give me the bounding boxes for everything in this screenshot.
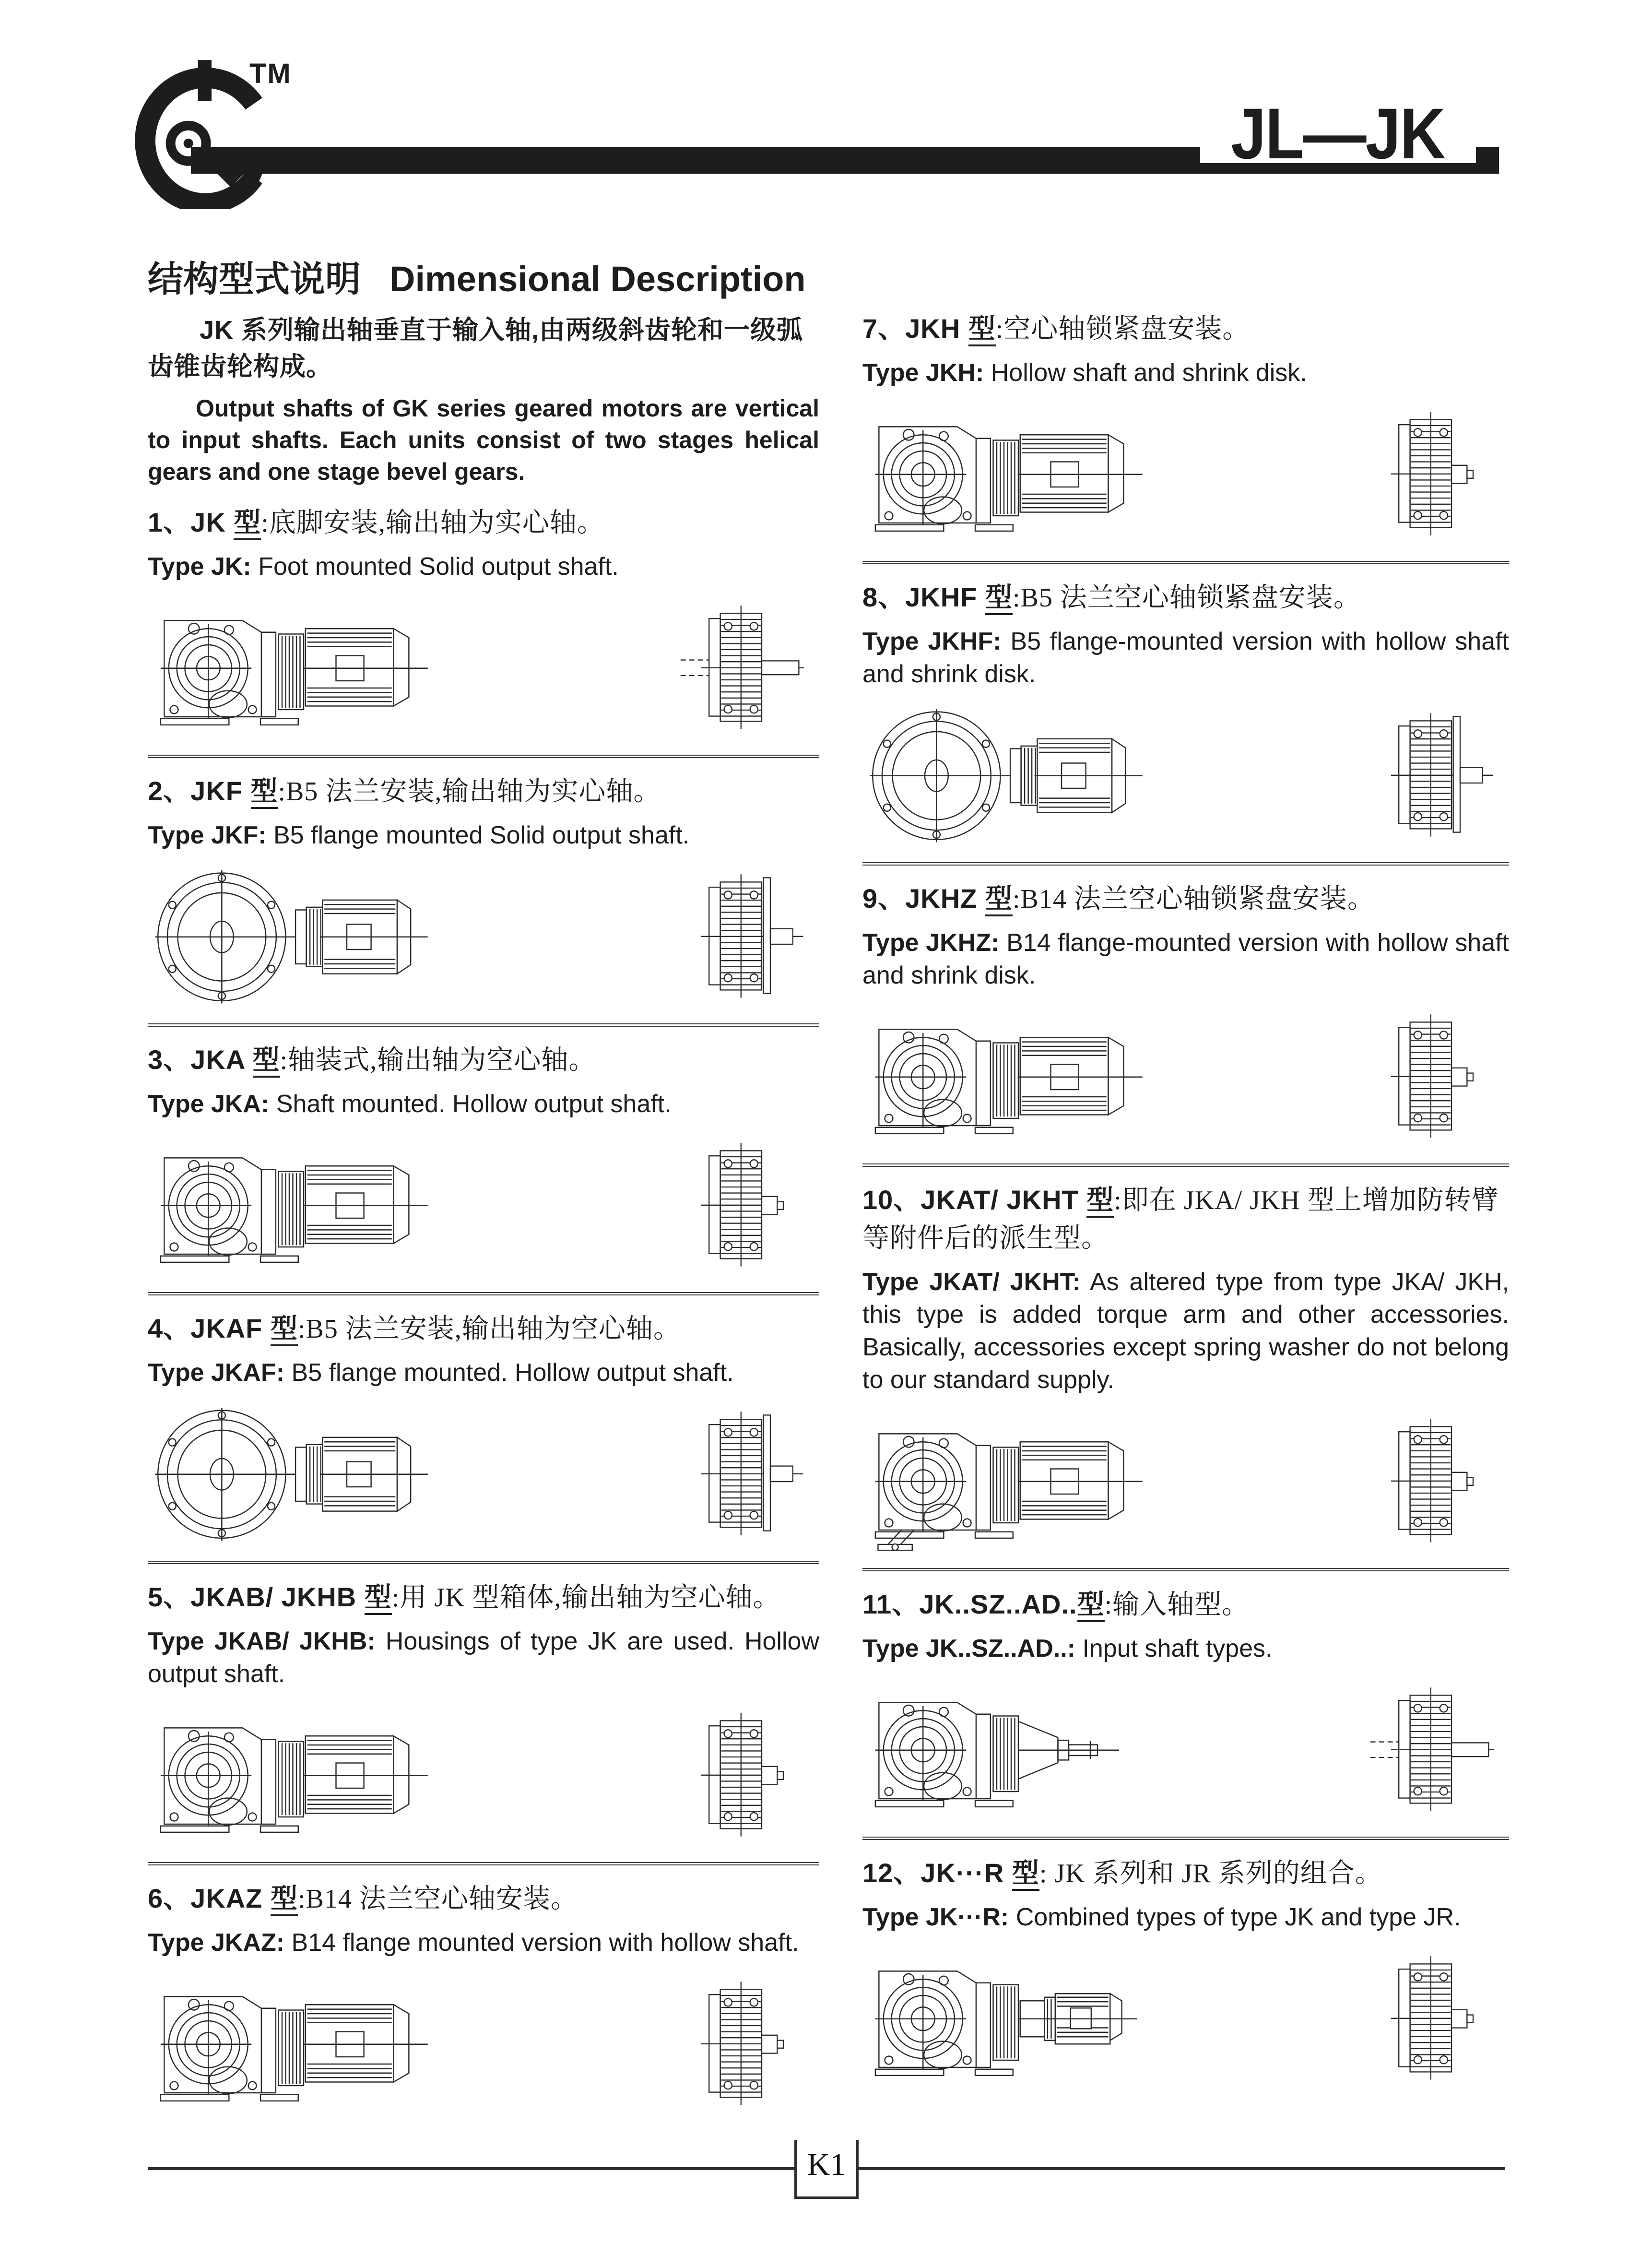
- section-jkhz: [862, 862, 1509, 1147]
- gearmotor-assembly-drawing: [862, 1676, 1160, 1820]
- figure-row: [148, 594, 819, 738]
- section-jk-sz-ad: [862, 1568, 1509, 1820]
- section-subtitle: Type JKAZ: B14 flange mounted version with hollow shaft.: [148, 1929, 799, 1957]
- gearmotor-assembly-drawing: [148, 594, 445, 738]
- gearmotor-assembly-drawing: [148, 863, 445, 1007]
- section-jkat-jkht: [862, 1163, 1509, 1552]
- gearmotor-assembly-drawing: [862, 702, 1160, 846]
- figure-row: [862, 1003, 1509, 1147]
- page-footer: [148, 2140, 1505, 2199]
- section-subtitle: Type JK···R: Combined types of type JK and type JR.: [862, 1903, 1461, 1931]
- section-heading: 2、JKF 型:B5 法兰安装,输出轴为实心轴。: [148, 772, 819, 810]
- section-subtitle: Type JKAB/ JKHB: Housings of type JK are used. Hollow output shaft.: [148, 1627, 819, 1688]
- section-heading: 5、JKAB/ JKHB 型:用 JK 型箱体,输出轴为空心轴。: [148, 1578, 819, 1616]
- section-jkh: [862, 310, 1509, 545]
- figure-row: [862, 401, 1509, 545]
- section-subtitle: Type JKAT/ JKHT: As altered type from type JKA/ JKH, this type is added torque arm and other accessories. Basically, accessories except spring washer do not belong to our standard supply.: [862, 1268, 1510, 1394]
- section-heading: 1、JK 型:底脚安装,输出轴为实心轴。: [148, 504, 819, 542]
- figure-row: [148, 1400, 819, 1544]
- end-view-drawing: [1365, 710, 1495, 839]
- end-view-drawing: [1365, 1953, 1495, 2082]
- page-number: K1: [807, 2147, 846, 2182]
- gearmotor-assembly-drawing: [862, 401, 1160, 545]
- figure-row: [862, 1676, 1509, 1820]
- end-view-drawing: [1365, 1684, 1495, 1814]
- section-jkab-jkhb: [148, 1561, 819, 1846]
- section-jkaf: [148, 1292, 819, 1544]
- end-view-drawing: [1365, 1415, 1495, 1545]
- gearmotor-assembly-drawing: [862, 1408, 1160, 1552]
- section-jkf: [148, 755, 819, 1007]
- gearmotor-assembly-drawing: [862, 1003, 1160, 1147]
- right-column: [862, 294, 1509, 2089]
- end-view-drawing: [1365, 1011, 1495, 1140]
- section-heading: 7、JKH 型:空心轴锁紧盘安装。: [862, 310, 1509, 348]
- page-title: [148, 259, 819, 299]
- end-view-drawing: [675, 871, 805, 1000]
- footer-rule-left: [148, 2167, 794, 2170]
- section-heading: 3、JKA 型:轴装式,输出轴为空心轴。: [148, 1041, 819, 1079]
- page-number-box: [794, 2140, 859, 2199]
- section-subtitle: Type JKAF: B5 flange mounted. Hollow output shaft.: [148, 1359, 734, 1387]
- end-view-drawing: [675, 602, 805, 732]
- section-subtitle: Type JK: Foot mounted Solid output shaft.: [148, 553, 619, 581]
- gearmotor-assembly-drawing: [148, 1400, 445, 1544]
- intro-paragraph-zh: JK 系列输出轴垂直于输入轴,由两级斜齿轮和一级弧齿锥齿轮构成。: [148, 316, 803, 381]
- header-rule-bar: [191, 147, 1200, 174]
- section-jk-r: [862, 1837, 1509, 2089]
- end-view-drawing: [675, 1408, 805, 1538]
- end-view-drawing: [675, 1978, 805, 2108]
- section-subtitle: Type JKHZ: B14 flange-mounted version with hollow shaft and shrink disk.: [862, 929, 1510, 989]
- series-code-heading: JL—JK: [1231, 93, 1445, 174]
- section-heading: 9、JKHZ 型:B14 法兰空心轴锁紧盘安装。: [862, 880, 1509, 918]
- gearmotor-assembly-drawing: [148, 1702, 445, 1846]
- gearmotor-assembly-drawing: [862, 1945, 1160, 2089]
- section-subtitle: Type JKF: B5 flange mounted Solid output shaft.: [148, 821, 690, 849]
- figure-row: [862, 1945, 1509, 2089]
- header-rule-endcap: [1476, 147, 1499, 174]
- page-title-zh: 结构型式说明: [148, 259, 361, 299]
- section-subtitle: Type JKHF: B5 flange-mounted version with hollow shaft and shrink disk.: [862, 628, 1510, 688]
- page-title-en: Dimensional Description: [389, 259, 806, 299]
- section-subtitle: Type JK..SZ..AD..: Input shaft types.: [862, 1635, 1273, 1662]
- figure-row: [148, 863, 819, 1007]
- section-jka: [148, 1023, 819, 1276]
- section-heading: 6、JKAZ 型:B14 法兰空心轴安装。: [148, 1880, 819, 1918]
- end-view-drawing: [675, 1139, 805, 1269]
- section-subtitle: Type JKH: Hollow shaft and shrink disk.: [862, 359, 1307, 387]
- figure-row: [862, 1408, 1509, 1552]
- trademark-label: TM: [249, 58, 292, 89]
- section-heading: 11、JK..SZ..AD..型:输入轴型。: [862, 1586, 1509, 1624]
- gearmotor-assembly-drawing: [148, 1132, 445, 1276]
- figure-row: [148, 1132, 819, 1276]
- left-column: [148, 259, 819, 2114]
- intro-paragraph-en: Output shafts of GK series geared motors are vertical to input shafts. Each units consist of two stages helical gears and one stage bevel gears.: [148, 395, 819, 485]
- section-heading: 10、JKAT/ JKHT 型:即在 JKA/ JKH 型上增加防转臂等附件后的派生型。: [862, 1185, 1499, 1253]
- section-heading: 8、JKHF 型:B5 法兰空心轴锁紧盘安装。: [862, 579, 1509, 617]
- section-jkhf: [862, 561, 1509, 846]
- section-heading: 4、JKAF 型:B5 法兰安装,输出轴为空心轴。: [148, 1310, 819, 1348]
- figure-row: [148, 1702, 819, 1846]
- footer-rule-right: [859, 2167, 1505, 2170]
- section-jk: [148, 504, 819, 738]
- section-jkaz: [148, 1862, 819, 2114]
- figure-row: [148, 1970, 819, 2114]
- section-heading: 12、JK···R 型: JK 系列和 JR 系列的组合。: [862, 1854, 1509, 1892]
- gearmotor-assembly-drawing: [148, 1970, 445, 2114]
- figure-row: [862, 702, 1509, 846]
- end-view-drawing: [675, 1709, 805, 1839]
- end-view-drawing: [1365, 408, 1495, 538]
- section-subtitle: Type JKA: Shaft mounted. Hollow output shaft.: [148, 1090, 672, 1118]
